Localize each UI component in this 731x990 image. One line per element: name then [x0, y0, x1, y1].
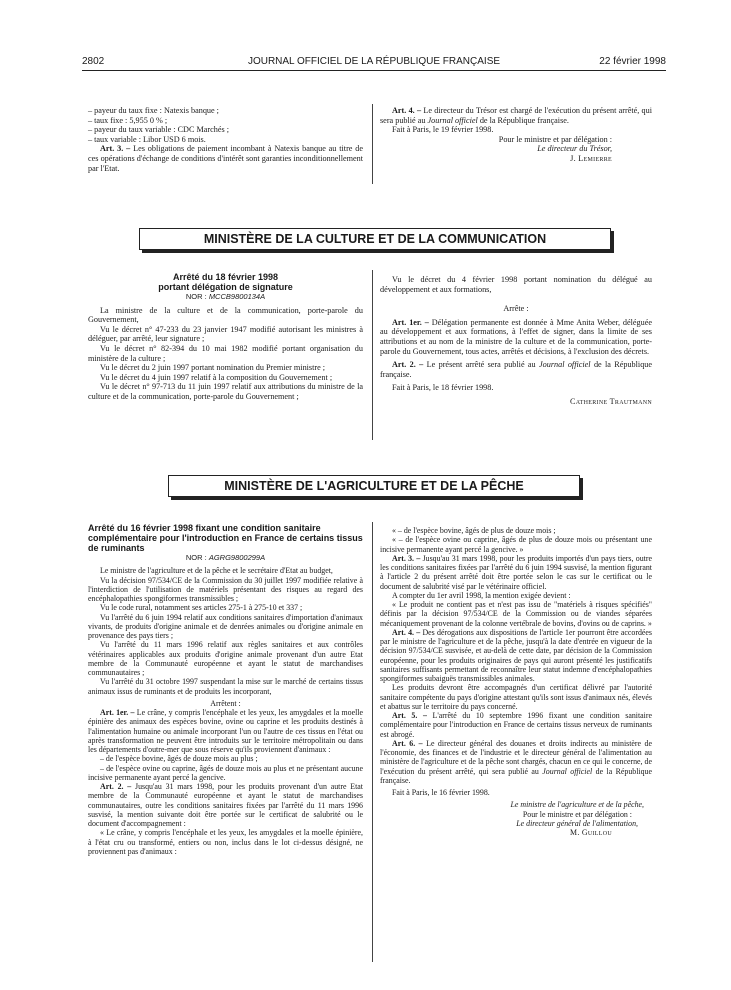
journal-title: JOURNAL OFFICIEL DE LA RÉPUBLIQUE FRANÇAISE: [247, 56, 501, 67]
nor-reference: NOR : AGRG9800299A: [185, 553, 266, 562]
culture-left-column: [88, 272, 363, 402]
paragraph: Vu la décision 97/534/CE de la Commission du 30 juillet 1997 modifiée relative à l'interdiction de l'utilisation de matériels présentant des risques au regard des encéphalopathies spongiformes transmissibles ;: [88, 575, 363, 603]
list-item: – de l'espèce ovine ou caprine, âgés de douze mois au plus et ne présentant aucune incisive permanente ayant percé la gencive.: [88, 763, 363, 782]
paragraph: A compter du 1er avril 1998, la mention exigée devient :: [392, 590, 571, 600]
list-item: – payeur du taux fixe : Natexis banque ;: [88, 106, 219, 115]
article-4: Art. 4. – Des dérogations aux dispositions de l'article 1er pourront être accordées par le ministre de l'agriculture et de la pêche, jusqu'à la date d'entrée en vigueur de la décision 97/534/CE susvisée, et au-delà de cette date, par décision de la Commission européenne, pour les produits originaires de pays qui auront présenté les justificatifs sanitaires suffisants permettant de reconnaître leur statut indemne d'encéphalopathies spongiformes subaiguës transmissibles animales.: [380, 627, 652, 683]
top-left-column: [88, 106, 363, 173]
fait-a-paris: Fait à Paris, le 18 février 1998.: [392, 383, 494, 393]
paragraph: Vu le décret du 4 février 1998 portant nomination du délégué au développement et aux formations,: [380, 275, 652, 294]
column-separator: [372, 270, 373, 440]
arretent-heading: Arrêtent :: [210, 698, 241, 708]
column-separator: [372, 522, 373, 962]
signature-name: J. Lemierre: [570, 153, 612, 163]
list-item: « – de l'espèce ovine ou caprine, âgés de plus de douze mois ou présentant une incisive permanente ayant percé la gencive. »: [380, 535, 652, 554]
arrete-subtitle: portant délégation de signature: [158, 282, 293, 292]
quote: « Le crâne, y compris l'encéphale et les yeux, les amygdales et la moelle épinière, à l'état cru ou transformé, entiers ou non, inclus dans le lot ci-dessus désigné, ne proviennent pas d'animaux :: [88, 828, 363, 856]
article-2: Art. 2. – Jusqu'au 31 mars 1998, pour les produits provenant d'un autre Etat membre de la Communauté européenne et ayant le statut de marchandises communautaires, outre les conditions sanitaires fixées par l'arrêté du 11 mars 1996 susvisé, la mention suivante doit être portée sur le certificat de salubrité ou le document d'accompagnement :: [88, 782, 363, 828]
article-3: Art. 3. – Jusqu'au 31 mars 1998, pour les produits importés d'un pays tiers, outre les conditions sanitaires fixées par l'arrêté du 6 juin 1994 susvisé, la mention figurant à l'article 2 du présent arrêté doit être portée selon le cas sur le certificat ou le document de salubrité visé par le vétérinaire officiel.: [380, 553, 652, 591]
list-item: – taux variable : Libor USD 6 mois.: [88, 134, 206, 144]
paragraph: Vu le décret du 2 juin 1997 portant nomination du Premier ministre ;: [100, 363, 326, 373]
paragraph: Vu le code rural, notamment ses articles 275-1 à 275-10 et 337 ;: [100, 603, 303, 613]
article-5: Art. 5. – L'arrêté du 10 septembre 1996 fixant une condition sanitaire complémentaire pour l'introduction en France de certains tissus nerveux de ruminants est abrogé.: [380, 711, 652, 739]
article-2: Art. 2. – Le présent arrêté sera publié au Journal officiel de la République française.: [380, 360, 653, 379]
list-item: – taux fixe : 5,955 0 % ;: [88, 115, 168, 125]
paragraph: Les produits devront être accompagnés d'un certificat délivré par l'autorité sanitaire compétente du pays d'origine attestant qu'ils sont issus d'animaux nés, élevés et abattus sur le territoire du pays concerné.: [380, 683, 652, 711]
list-item: – payeur du taux variable : CDC Marchés ;: [88, 125, 229, 135]
arrete-title: Arrêté du 16 février 1998 fixant une condition sanitaire complémentaire pour l'introduction en France de certains tissus de ruminants: [88, 523, 363, 553]
paragraph: La ministre de la culture et de la communication, porte-parole du Gouvernement,: [88, 305, 363, 325]
header-rule: [82, 70, 666, 71]
paragraph: Le ministre de l'agriculture et de la pêche et le secrétaire d'Etat au budget,: [100, 566, 333, 576]
paragraph: Vu l'arrêté du 11 mars 1996 relatif aux règles sanitaires et aux contrôles vétérinaires applicables aux produits d'origine animale provenant d'un autre Etat membre de la Communauté européenne et ayant le statut de marchandises communautaires ;: [88, 640, 363, 677]
signature-role: Le directeur général de l'alimentation,: [516, 818, 638, 828]
article-3: Art. 3. – Les obligations de paiement incombant à Natexis banque au titre de ces opérations d'échange de conditions d'intérêt sont garanties inconditionnellement par l'Etat.: [88, 144, 364, 173]
article-6: Art. 6. – Le directeur général des douanes et droits indirects au ministère de l'économie, des finances et de l'industrie et le directeur général de l'alimentation au ministère de l'agriculture et de la pêche sont chargés, chacun en ce qui le concerne, de l'exécution du présent arrêté, qui sera publié au Journal officiel de la République française.: [380, 738, 653, 785]
signature-name: Catherine Trautmann: [569, 396, 652, 406]
signature-pour: Pour le ministre et par délégation :: [498, 134, 612, 144]
top-right-column: [380, 106, 652, 164]
quote: « Le produit ne contient pas et n'est pas issu de "matériels à risques spécifiés" définis par la décision 97/534/CE de la Commission ou de viandes séparées mécaniquement provenant de la colonne vertébrale de bovins, d'ovins ou de caprins. »: [380, 600, 652, 628]
article-1: Art. 1er. – Le crâne, y compris l'encéphale et les yeux, les amygdales et la moelle épinière des animaux des espèces bovine, ovine ou caprine et les produits destinés à l'alimentation humaine ou animale incorporant l'un ou l'autre de ces tissus en l'état ou après transformation ne peuvent être introduits sur le territoire métropolitain ou dans les départements d'outre-mer que sous réserve qu'ils proviennent d'animaux :: [88, 708, 363, 754]
paragraph: Vu l'arrêté du 6 juin 1994 relatif aux conditions sanitaires d'importation d'animaux vivants, de produits d'origine animale et de denrées animales ou d'origine animale en provenance des pays tiers ;: [88, 612, 363, 640]
nor-reference: NOR : MCCB9800134A: [185, 292, 266, 301]
signature-name: M. Guillou: [570, 828, 612, 837]
signature-pour: Pour le ministre et par délégation :: [522, 809, 632, 819]
article-1: Art. 1er. – Délégation permanente est donnée à Mme Anita Weber, déléguée au développement et aux formations, à l'effet de signer, dans la limite de ses attributions et au nom de la ministre de la culture et de la communication, porte-parole du Gouvernement, tous actes, arrêtés et décisions, à l'exclusion des décrets.: [380, 317, 653, 356]
list-item: « – de l'espèce bovine, âgés de plus de douze mois ;: [392, 526, 556, 535]
fait-a-paris: Fait à Paris, le 16 février 1998.: [392, 788, 490, 797]
fait-a-paris: Fait à Paris, le 19 février 1998.: [392, 125, 494, 135]
culture-right-column: [380, 275, 652, 407]
page-number: 2802: [82, 56, 105, 67]
ministry-banner-culture: MINISTÈRE DE LA CULTURE ET DE LA COMMUNICATION: [139, 228, 611, 250]
agri-right-column: [380, 526, 652, 837]
paragraph: Vu le décret n° 97-713 du 11 juin 1997 relatif aux attributions du ministre de la culture et de la communication, porte-parole du Gouvernement ;: [88, 382, 363, 401]
signature-role: Le ministre de l'agriculture et de la pêche,: [510, 800, 644, 810]
list-item: – de l'espèce bovine, âgés de douze mois au plus ;: [100, 754, 258, 764]
paragraph: Vu le décret n° 82-394 du 10 mai 1982 modifié portant organisation du ministère de la culture ;: [88, 343, 363, 363]
ministry-banner-agriculture: MINISTÈRE DE L'AGRICULTURE ET DE LA PÊCHE: [168, 475, 580, 497]
paragraph: Vu le décret n° 47-233 du 23 janvier 1947 modifié autorisant les ministres à déléguer, par arrêté, leur signature ;: [88, 324, 363, 344]
issue-date: 22 février 1998: [599, 56, 666, 67]
arrete-heading: Arrête :: [503, 304, 529, 314]
agri-left-column: [88, 523, 363, 856]
article-4: Art. 4. – Le directeur du Trésor est chargé de l'exécution du présent arrêté, qui sera publié au Journal officiel de la République française.: [380, 106, 652, 125]
signature-role: Le directeur du Trésor,: [537, 144, 612, 154]
paragraph: Vu le décret du 4 juin 1997 relatif à la composition du Gouvernement ;: [100, 372, 333, 382]
paragraph: Vu l'arrêté du 31 octobre 1997 suspendant la mise sur le marché de certains tissus animaux issus de ruminants et de produits les incorporant,: [88, 677, 363, 696]
arrete-title: Arrêté du 18 février 1998: [172, 272, 279, 282]
column-separator: [372, 104, 373, 184]
